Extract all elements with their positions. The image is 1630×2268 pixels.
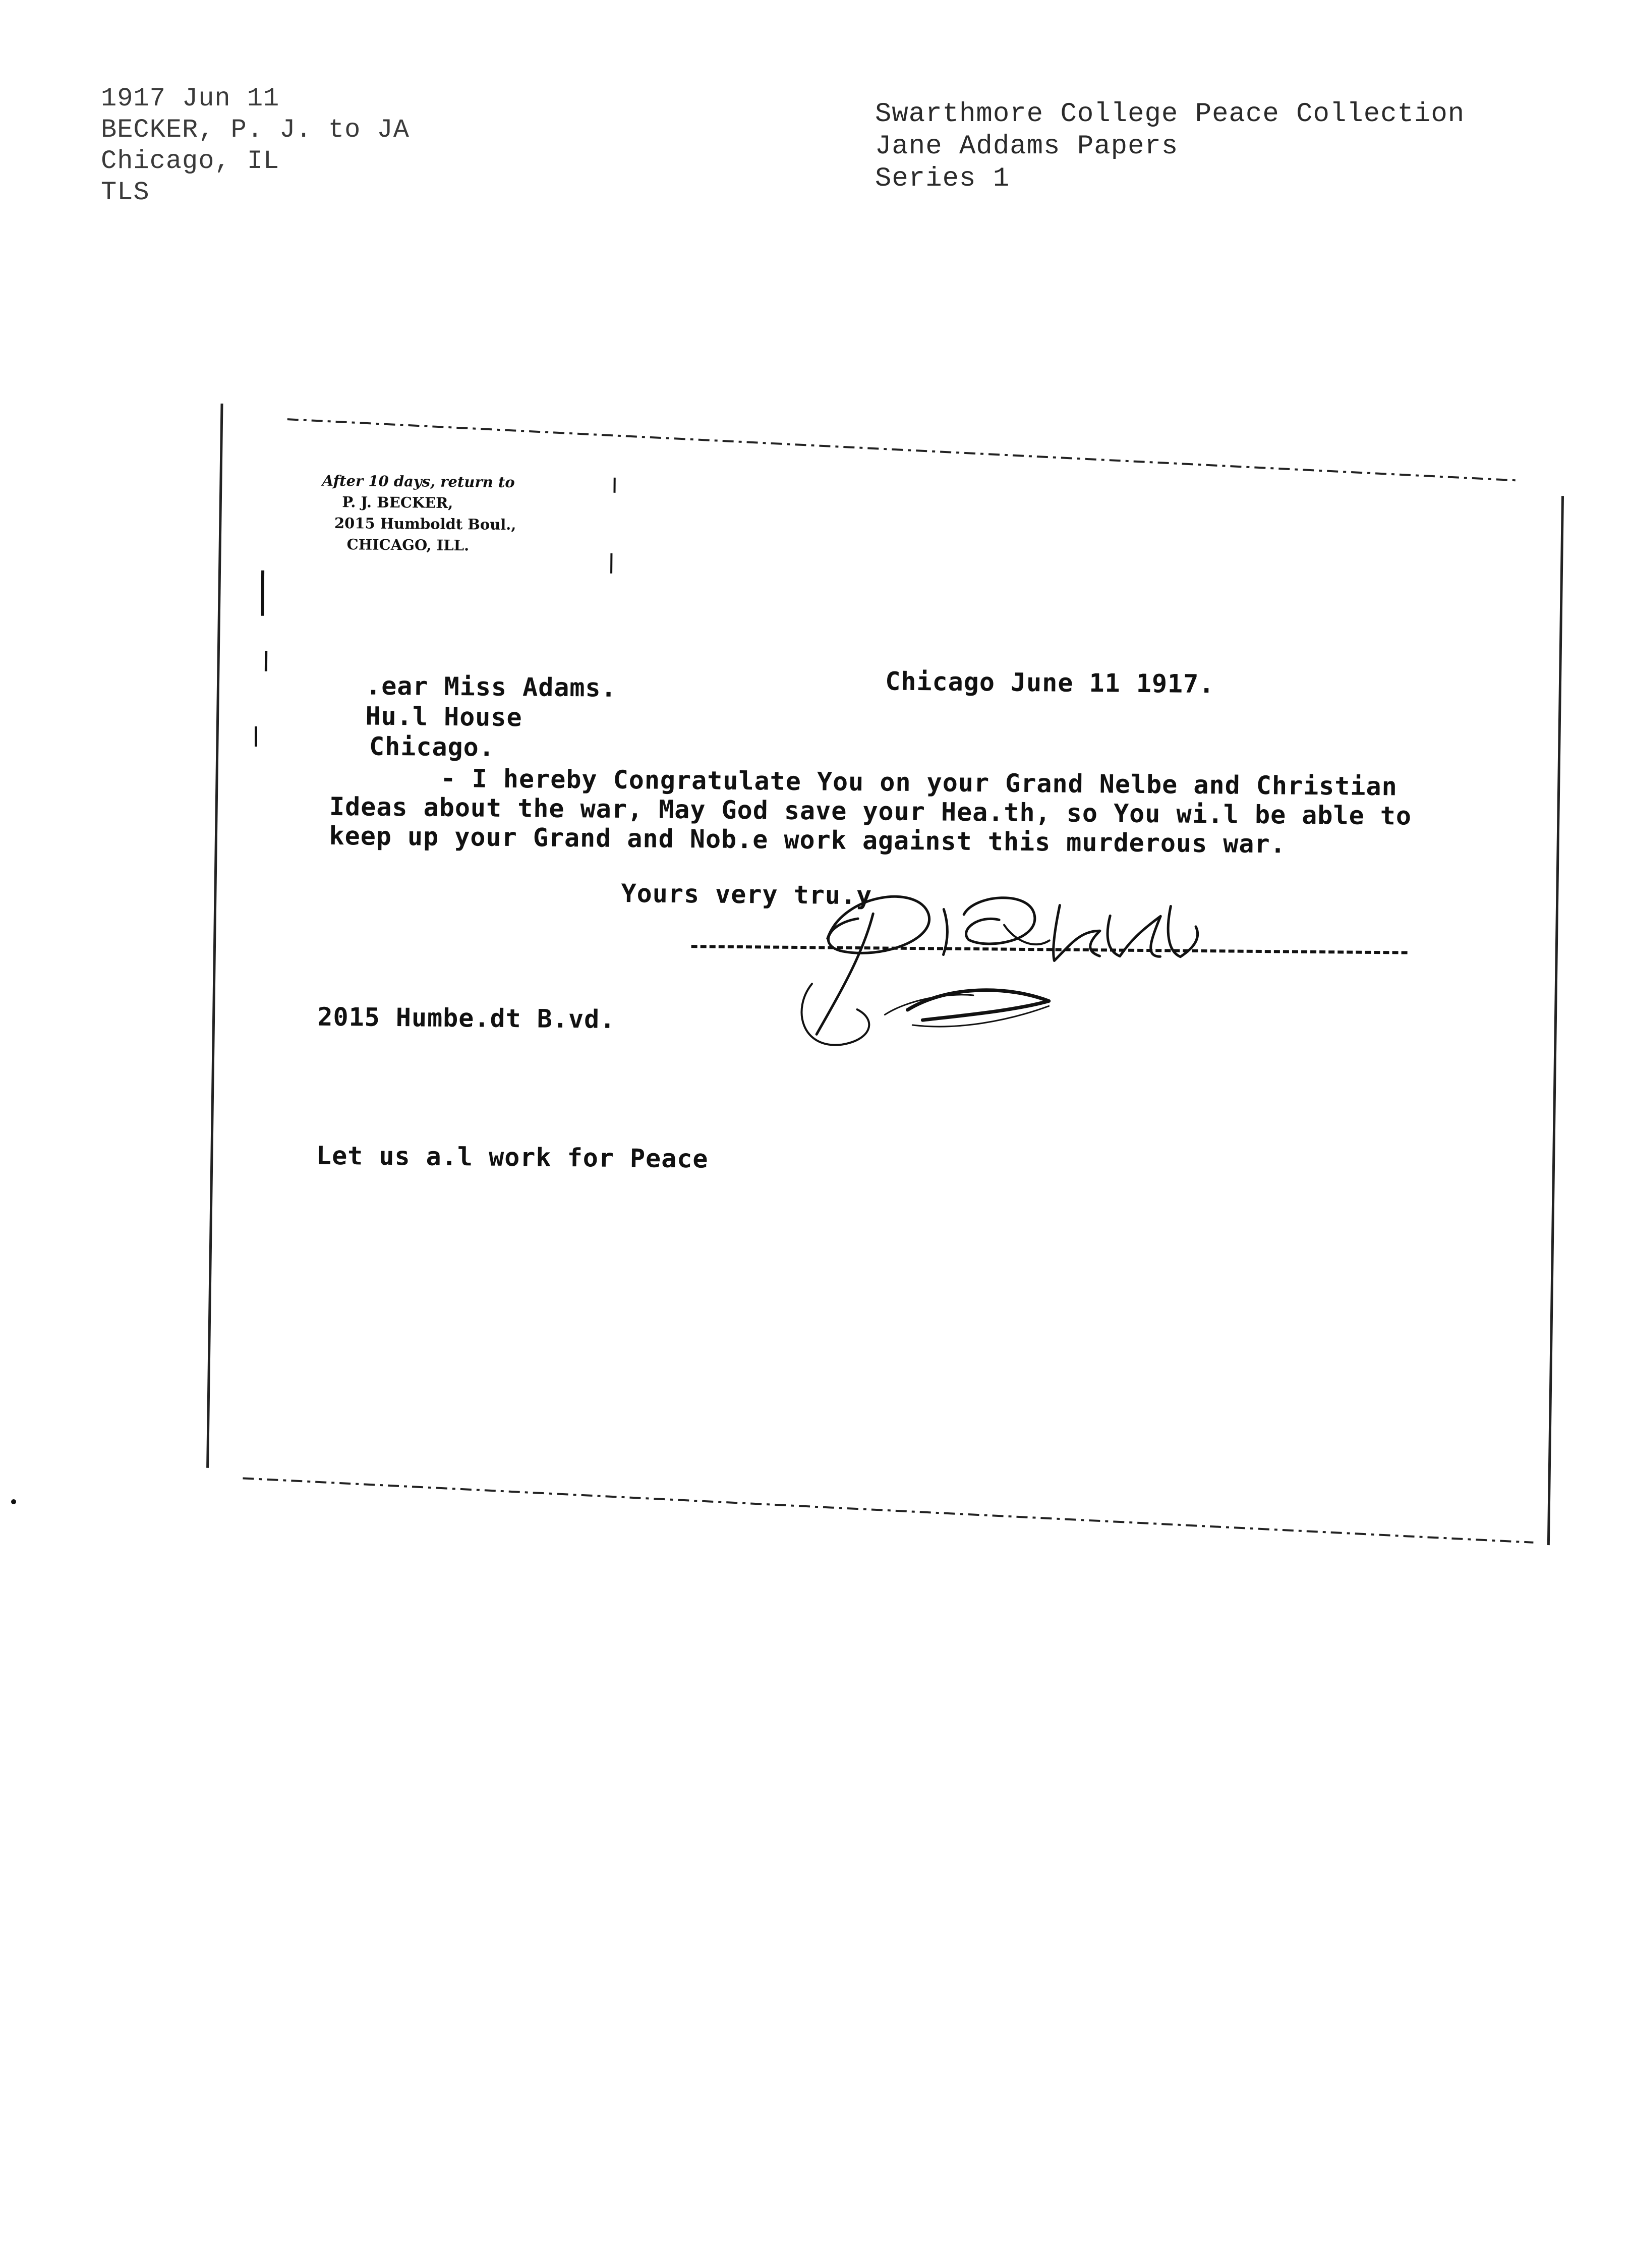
recipient-city-line: Chicago. <box>369 731 495 762</box>
return-address <box>321 470 516 556</box>
return-address-street: 2015 Humboldt Boul., <box>334 514 516 534</box>
body-line: - I hereby Congratulate You on your Grand Nelbe and Christian <box>440 763 1398 802</box>
collection-series: Series 1 <box>875 163 1010 194</box>
catalog-place: Chicago, IL <box>101 146 280 176</box>
letter-sheet <box>212 404 1568 1485</box>
collection-name: Swarthmore College Peace Collection <box>875 99 1465 130</box>
return-address-name: P. J. BECKER, <box>342 493 453 512</box>
catalog-date: 1917 Jun 11 <box>101 84 280 114</box>
salutation: .ear Miss Adams. <box>365 671 617 703</box>
body-line: Ideas about the war, May God save your Hea.th, so You wi.l be able to <box>329 791 1412 831</box>
return-address-city: CHICAGO, ILL. <box>346 536 470 554</box>
scan-mark <box>11 1499 16 1504</box>
closing: Yours very tru.y <box>621 878 872 911</box>
recipient-address-line: Hu.l House <box>365 701 522 732</box>
catalog-header <box>101 83 410 208</box>
handwritten-signature <box>796 883 1282 1053</box>
return-address-instruction: After 10 days, return to <box>322 472 515 491</box>
letter-date: Chicago June 11 1917. <box>885 666 1215 699</box>
collection-header <box>875 98 1465 195</box>
collection-papers: Jane Addams Papers <box>875 131 1179 162</box>
catalog-correspondents: BECKER, P. J. to JA <box>101 115 410 145</box>
body-line: keep up your Grand and Nob.e work against this murderous war. <box>329 821 1286 859</box>
scan-mark <box>255 726 257 747</box>
sender-street: 2015 Humbe.dt B.vd. <box>317 1002 616 1034</box>
catalog-doc-type: TLS <box>101 178 150 207</box>
closing-motto: Let us a.l work for Peace <box>316 1141 709 1174</box>
